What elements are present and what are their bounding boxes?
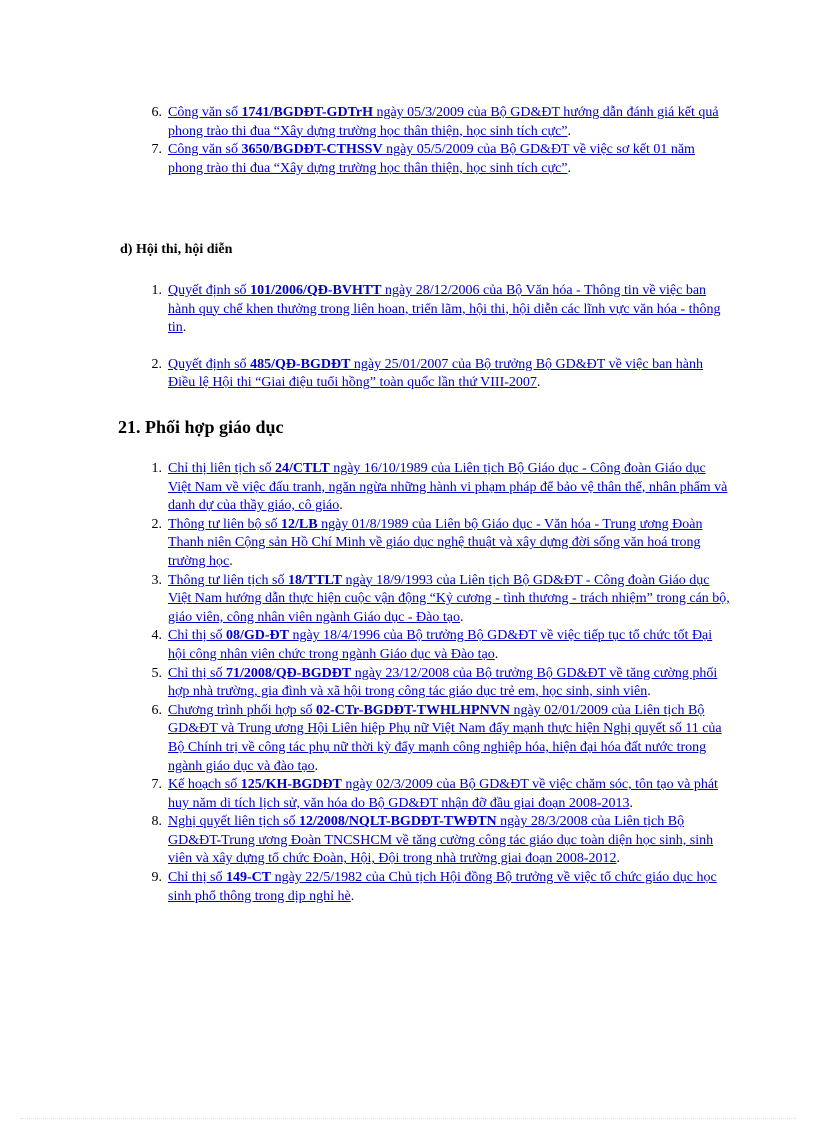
link-prefix: Chỉ thị liên tịch số bbox=[168, 461, 275, 476]
document-link[interactable] bbox=[168, 703, 722, 774]
document-code: 125/KH-BGDĐT bbox=[240, 777, 342, 793]
list-section-d bbox=[130, 282, 730, 393]
link-text: ngày 28/12/2006 của Bộ Văn hóa - Thông tin về việc ban hành quy chế khen thưởng trong liên hoan, triển lãm, hội thi, hội diễn các lĩnh vực văn hóa - thông tin bbox=[168, 283, 721, 336]
link-text: ngày 05/5/2009 của Bộ GD&ĐT về việc sơ kết 01 năm phong trào thi đua “Xây dựng trường học thân thiện, học sinh tích cực” bbox=[168, 142, 695, 176]
link-text: ngày 02/3/2009 của Bộ GD&ĐT về việc chăm sóc, tôn tạo và phát huy năm di tích lịch sử, văn hóa do Bộ GD&ĐT nhận đỡ đầu giai đoạn 2008-2013 bbox=[168, 777, 718, 811]
document-code: 149-CT bbox=[225, 870, 272, 886]
trailing-period: . bbox=[350, 888, 355, 904]
list-item bbox=[130, 141, 730, 178]
link-prefix: Thông tư liên tịch số bbox=[168, 572, 288, 588]
list-section-c bbox=[130, 104, 730, 178]
list-section-21 bbox=[130, 460, 730, 906]
document-code: 08/GD-ĐT bbox=[225, 628, 289, 644]
list-item bbox=[130, 665, 730, 702]
item-number: 5. bbox=[151, 665, 162, 681]
list-item bbox=[130, 813, 730, 869]
trailing-period: . bbox=[459, 609, 464, 625]
document-code: 02-CTr-BGDĐT-TWHLHPNVN bbox=[316, 702, 510, 718]
document-code: 18/TTLT bbox=[287, 572, 342, 588]
trailing-period: . bbox=[229, 553, 233, 569]
section-heading-21: 21. Phối hợp giáo dục bbox=[118, 417, 284, 437]
item-number: 1. bbox=[151, 461, 162, 476]
document-link[interactable] bbox=[168, 105, 719, 139]
list-item bbox=[130, 282, 730, 338]
document-link[interactable] bbox=[168, 870, 717, 904]
link-prefix: Chỉ thị số bbox=[168, 665, 226, 681]
link-text: ngày 23/12/2008 của Bộ trưởng Bộ GD&ĐT về tăng cường phối hợp nhà trường, gia đình và xã hội trong công tác giáo dục trẻ em, học sinh, sinh viên bbox=[168, 665, 718, 700]
link-text: ngày 05/3/2009 của Bộ GD&ĐT hướng dẫn đánh giá kết quả phong trào thi đua “Xây dựng trường học thân thiện, học sinh tích cực” bbox=[168, 105, 719, 139]
item-number: 8. bbox=[151, 814, 162, 830]
document-code: 3650/BGDĐT-CTHSSV bbox=[241, 142, 383, 158]
item-number: 1. bbox=[151, 283, 162, 298]
link-text: ngày 22/5/1982 của Chủ tịch Hội đồng Bộ trưởng về việc tổ chức giáo dục học sinh phổ thông trong dịp nghỉ hè bbox=[168, 870, 717, 904]
link-text: ngày 25/01/2007 của Bộ trưởng Bộ GD&ĐT về việc ban hành Điều lệ Hội thi “Giai điệu tuổi hồng” toàn quốc lần thứ VIII-2007 bbox=[168, 356, 704, 391]
list-item bbox=[130, 104, 730, 141]
link-prefix: Kế hoạch số bbox=[168, 777, 241, 793]
document-link[interactable] bbox=[168, 628, 712, 662]
trailing-period: . bbox=[647, 684, 651, 700]
list-item bbox=[130, 776, 730, 813]
link-prefix: Quyết định số bbox=[168, 356, 251, 372]
list-item bbox=[130, 460, 730, 516]
document-code: 485/QĐ-BGDĐT bbox=[250, 356, 351, 372]
document-code: 12/LB bbox=[280, 516, 318, 532]
link-prefix: Nghị quyết liên tịch số bbox=[168, 814, 300, 830]
page-bottom-divider bbox=[20, 1118, 796, 1119]
item-number: 4. bbox=[151, 628, 162, 644]
link-text: ngày 18/4/1996 của Bộ trưởng Bộ GD&ĐT về việc tiếp tục tổ chức tốt Đại hội công nhân viên chức trong ngành Giáo dục và Đào tạo bbox=[168, 628, 713, 662]
trailing-period: . bbox=[567, 123, 572, 139]
item-number: 6. bbox=[151, 105, 162, 120]
link-prefix: Chỉ thị số bbox=[168, 628, 226, 644]
link-text: ngày 01/8/1989 của Liên bộ Giáo dục - Văn hóa - Trung ương Đoàn Thanh niên Cộng sản Hồ Chí Minh về giáo dục nghệ thuật và xây dựng đời sống văn hoá trong trường học bbox=[168, 516, 703, 569]
document-link[interactable] bbox=[168, 777, 718, 811]
link-text: ngày 02/01/2009 của Liên tịch Bộ GD&ĐT và Trung ương Hội Liên hiệp Phụ nữ Việt Nam đẩy mạnh thực hiện Nghị quyết số 11 của Bộ Chính trị về công tác phụ nữ thời kỳ đẩy mạnh công nghiệp hóa, hiện đại hóa đất nước trong ngành giáo dục và đào tạo bbox=[168, 702, 722, 774]
link-prefix: Quyết định số bbox=[168, 283, 251, 298]
trailing-period: . bbox=[567, 160, 572, 176]
document-link[interactable] bbox=[168, 283, 721, 335]
trailing-period: . bbox=[339, 498, 343, 514]
trailing-period: . bbox=[629, 795, 634, 811]
trailing-period: . bbox=[182, 320, 187, 336]
item-number: 2. bbox=[151, 356, 162, 372]
item-number: 6. bbox=[151, 702, 162, 718]
document-code: 12/2008/NQLT-BGDĐT-TWĐTN bbox=[299, 814, 497, 830]
document-link[interactable] bbox=[168, 666, 717, 700]
document-link[interactable] bbox=[168, 461, 727, 513]
document-code: 71/2008/QĐ-BGDĐT bbox=[225, 665, 352, 681]
trailing-period: . bbox=[536, 375, 541, 391]
document-link[interactable] bbox=[168, 573, 730, 625]
document-link[interactable] bbox=[168, 357, 703, 391]
trailing-period: . bbox=[494, 646, 499, 662]
document-link[interactable] bbox=[168, 142, 695, 176]
trailing-period: . bbox=[314, 758, 319, 774]
document-link[interactable] bbox=[168, 517, 702, 569]
list-item bbox=[130, 516, 730, 572]
item-number: 3. bbox=[151, 572, 162, 588]
item-number: 7. bbox=[151, 142, 162, 158]
section-heading-d: d) Hội thi, hội diễn bbox=[120, 242, 233, 257]
link-prefix: Công văn số bbox=[168, 105, 242, 120]
list-item bbox=[130, 572, 730, 628]
link-prefix: Công văn số bbox=[168, 142, 242, 158]
link-text: ngày 16/10/1989 của Liên tịch Bộ Giáo dục - Công đoàn Giáo dục Việt Nam về việc đấu tranh, ngăn ngừa những hành vi phạm pháp để bảo vệ thân thể, nhân phẩm và danh dự của thầy giáo, cô giáo bbox=[168, 461, 728, 514]
item-number: 7. bbox=[151, 777, 162, 793]
document-link[interactable] bbox=[168, 814, 713, 866]
trailing-period: . bbox=[616, 851, 621, 867]
link-prefix: Chỉ thị số bbox=[168, 870, 226, 886]
list-item bbox=[130, 356, 730, 393]
document-code: 101/2006/QĐ-BVHTT bbox=[250, 283, 382, 298]
list-item bbox=[130, 627, 730, 664]
link-text: ngày 18/9/1993 của Liên tịch Bộ GD&ĐT - Công đoàn Giáo dục Việt Nam hướng dẫn thực hiện cuộc vận động “Kỷ cương - tình thương - trách nhiệm” trong cán bộ, giáo viên, công nhân viên ngành Giáo dục - Đào tạo bbox=[168, 572, 730, 625]
link-prefix: Chương trình phối hợp số bbox=[168, 702, 317, 718]
link-prefix: Thông tư liên bộ số bbox=[168, 516, 281, 532]
link-text: ngày 28/3/2008 của Liên tịch Bộ GD&ĐT-Trung ương Đoàn TNCSHCM về tăng cường công tác giáo dục toàn diện học sinh, sinh viên và xây dựng tổ chức Đoàn, Hội, Đội trong nhà trường giai đoạn 2008-2012 bbox=[168, 814, 714, 867]
document-code: 24/CTLT bbox=[274, 461, 330, 476]
list-item bbox=[130, 702, 730, 776]
item-number: 9. bbox=[151, 870, 162, 886]
document-code: 1741/BGDĐT-GDTrH bbox=[241, 105, 373, 120]
item-number: 2. bbox=[151, 516, 162, 532]
list-item bbox=[130, 869, 730, 906]
